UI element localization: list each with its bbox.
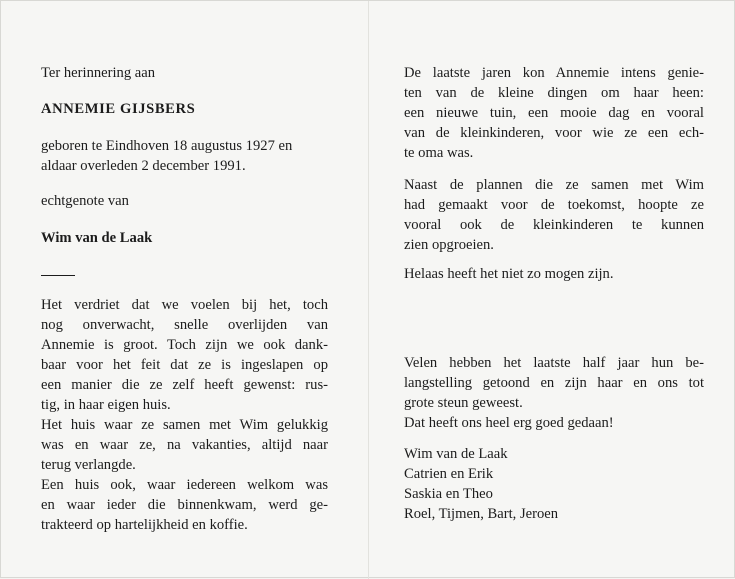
paragraph-line: Dat heeft ons heel erg goed gedaan! bbox=[404, 415, 614, 431]
paragraph-line: en waar ieder die binnenkwam, werd ge- bbox=[41, 497, 328, 513]
right-paragraph-4 bbox=[404, 353, 704, 433]
paragraph-line: De laatste jaren kon Annemie intens genie- bbox=[404, 65, 704, 81]
paragraph-line: vooral ook de kleinkinderen te kunnen bbox=[404, 217, 704, 233]
paragraph-line: Het verdriet dat we voelen bij het, toch bbox=[41, 297, 328, 313]
paragraph-line: Naast de plannen die ze samen met Wim bbox=[404, 177, 704, 193]
left-paragraph bbox=[41, 295, 328, 535]
paragraph-line: een manier die ze zelf heeft gewenst: rus- bbox=[41, 377, 328, 393]
divider bbox=[41, 275, 75, 276]
paragraph-line: zien opgroeien. bbox=[404, 237, 494, 253]
paragraph-line: baar voor het feit dat ze is ingeslapen op bbox=[41, 357, 328, 373]
paragraph-line: Annemie is groot. Toch zijn we ook dank- bbox=[41, 337, 328, 353]
paragraph-line: nog onverwacht, snelle overlijden van bbox=[41, 317, 328, 333]
card-fold bbox=[368, 1, 369, 579]
paragraph-line: terug verlangde. bbox=[41, 457, 136, 473]
paragraph-line: te oma was. bbox=[404, 145, 474, 161]
signatures bbox=[404, 444, 704, 524]
paragraph-line: grote steun geweest. bbox=[404, 395, 523, 411]
paragraph-line: een nieuwe tuin, een mooie dag en vooral bbox=[404, 105, 704, 121]
paragraph-line: Een huis ook, waar iedereen welkom was bbox=[41, 477, 328, 493]
spouse-name: Wim van de Laak bbox=[41, 230, 153, 246]
spouse-intro: echtgenote van bbox=[41, 193, 129, 209]
signature-line: Roel, Tijmen, Bart, Jeroen bbox=[404, 506, 559, 522]
right-paragraph-3: Helaas heeft het niet zo mogen zijn. bbox=[404, 266, 614, 282]
right-paragraph-1 bbox=[404, 63, 704, 163]
paragraph-line: had gemaakt voor de toekomst, hoopte ze bbox=[404, 197, 704, 213]
deceased-name: ANNEMIE GIJSBERS bbox=[41, 101, 196, 117]
paragraph-line: was en waar ze, na vakanties, altijd naar bbox=[41, 437, 328, 453]
paragraph-line: trakteerd op hartelijkheid en koffie. bbox=[41, 517, 248, 533]
paragraph-line: van de kleinkinderen, voor wie ze een ech- bbox=[404, 125, 704, 141]
paragraph-line: tig, in haar eigen huis. bbox=[41, 397, 171, 413]
signature-line: Saskia en Theo bbox=[404, 486, 493, 502]
death-line: aldaar overleden 2 december 1991. bbox=[41, 158, 246, 174]
paragraph-line: Het huis waar ze samen met Wim gelukkig bbox=[41, 417, 328, 433]
signature-line: Catrien en Erik bbox=[404, 466, 494, 482]
birth-line: geboren te Eindhoven 18 augustus 1927 en bbox=[41, 138, 293, 154]
signature-line: Wim van de Laak bbox=[404, 446, 508, 462]
intro-text: Ter herinnering aan bbox=[41, 65, 156, 81]
paragraph-line: langstelling getoond en zijn haar en ons tot bbox=[404, 375, 704, 391]
right-paragraph-2 bbox=[404, 175, 704, 255]
paragraph-line: Velen hebben het laatste half jaar hun be- bbox=[404, 355, 704, 371]
paragraph-line: ten van de kleine dingen om haar heen: bbox=[404, 85, 704, 101]
